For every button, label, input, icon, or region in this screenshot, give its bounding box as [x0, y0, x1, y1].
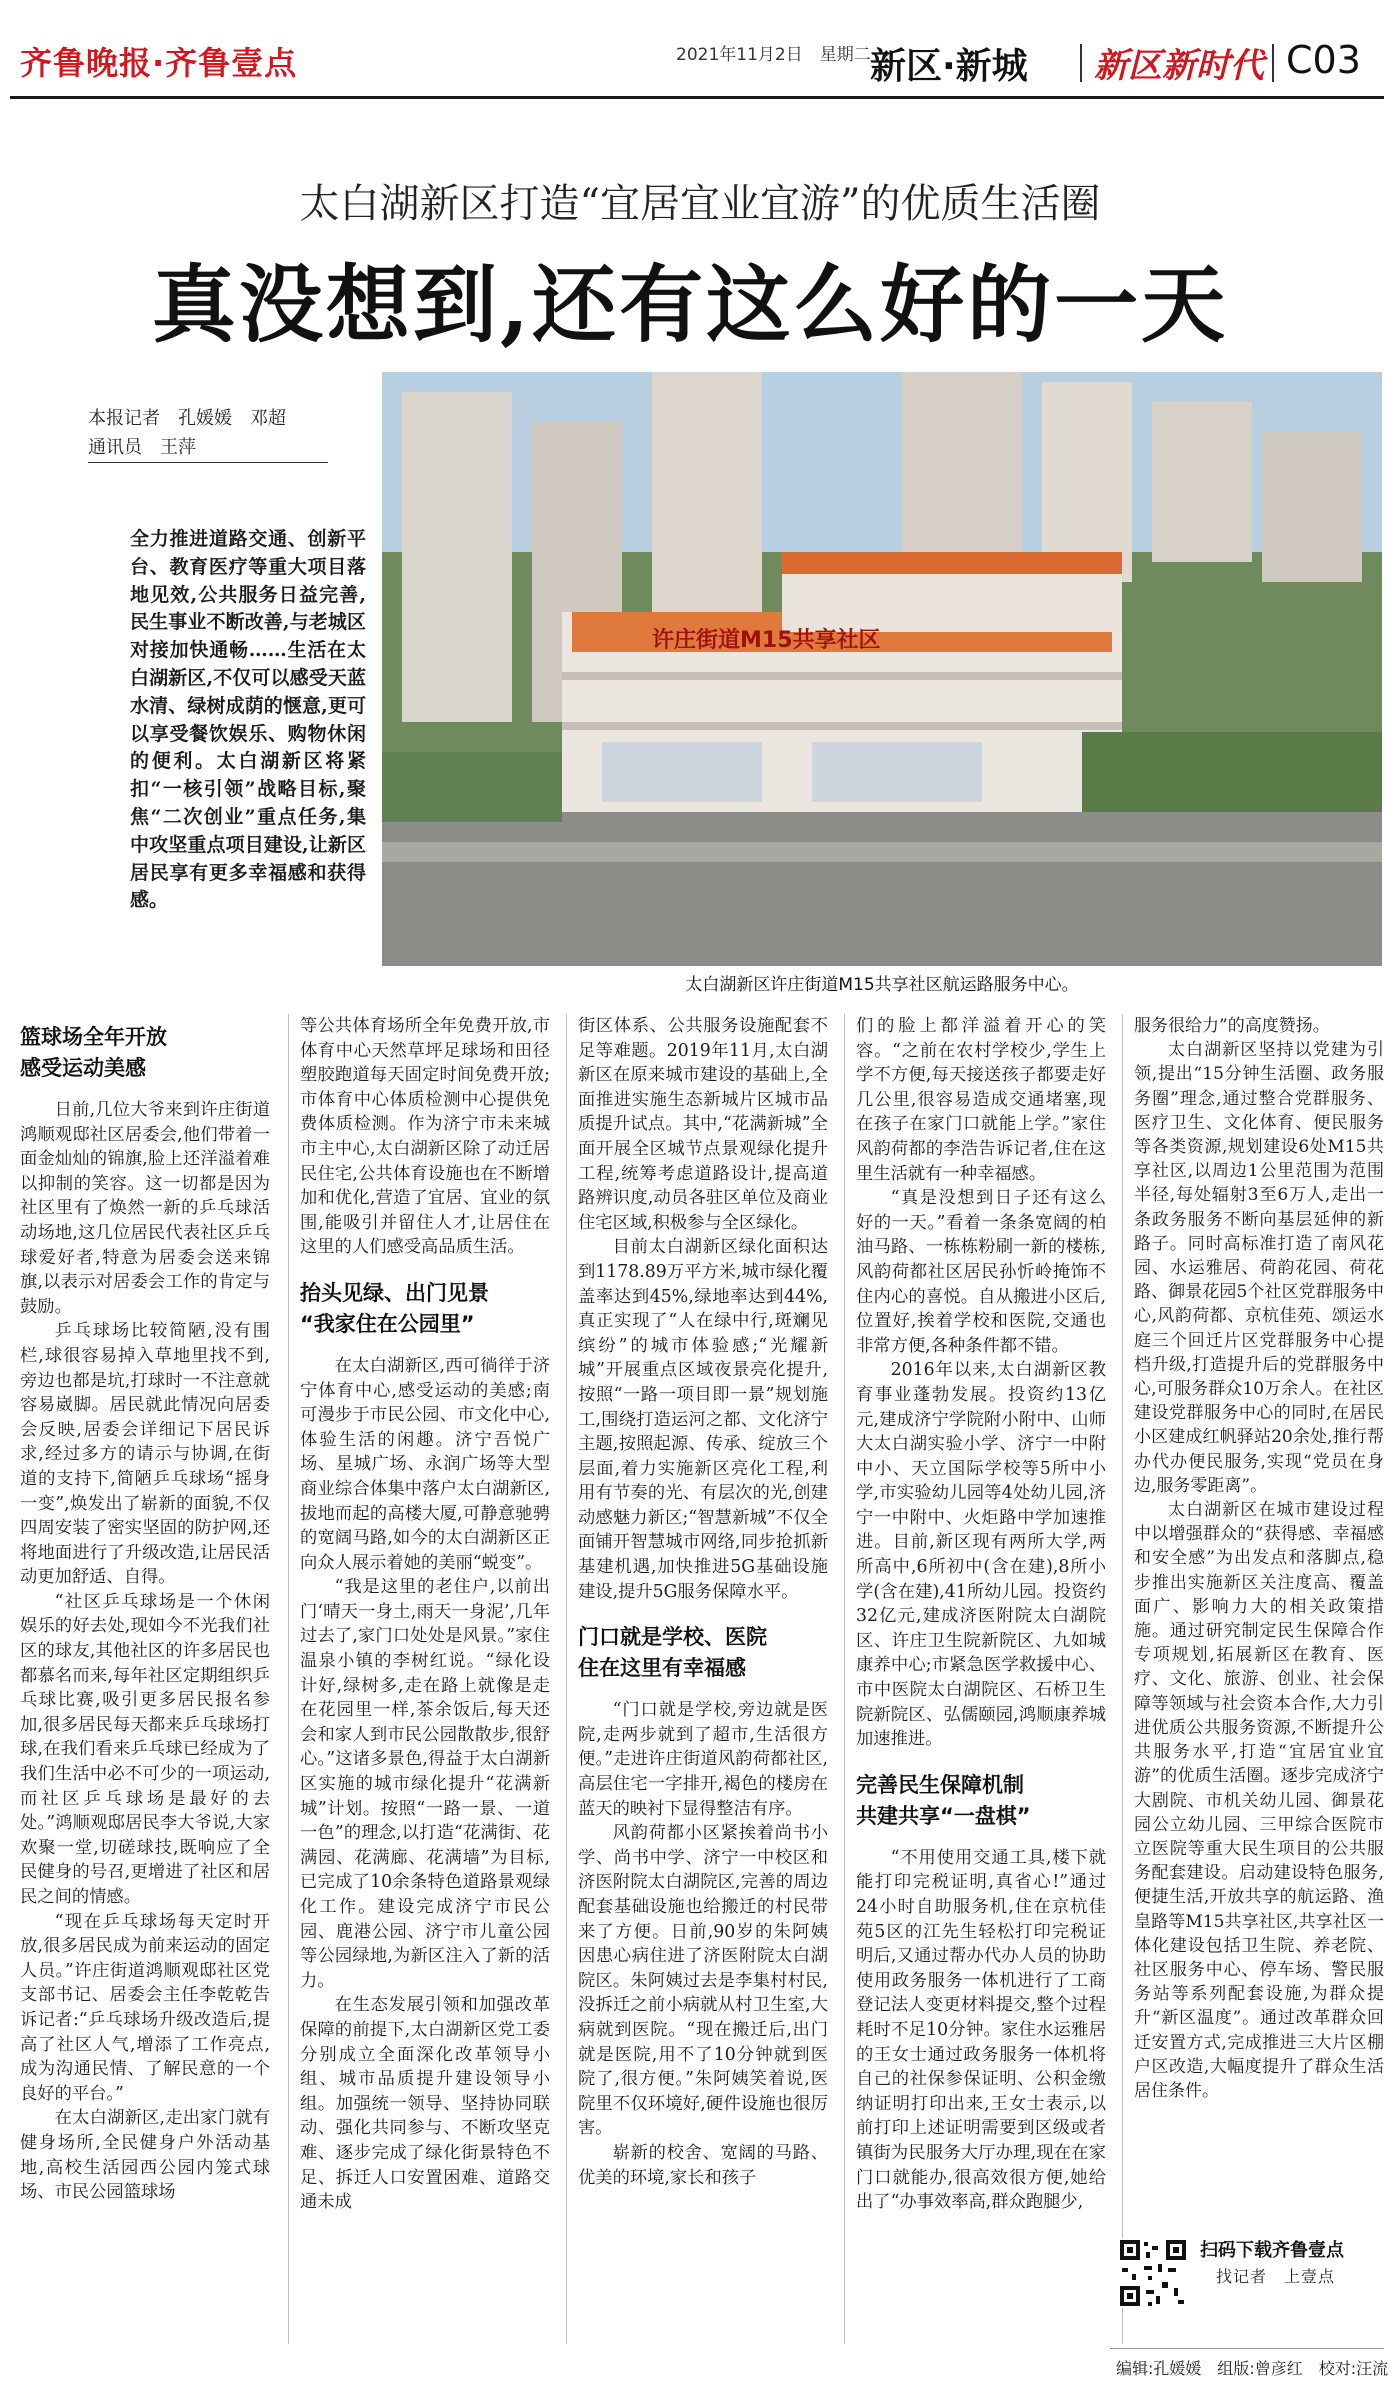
subheading: 抬头见绿、出门见景 “我家住在公园里”	[300, 1280, 489, 1336]
section-slogan: 新区新时代	[1094, 46, 1264, 86]
column-rule	[1122, 1014, 1123, 2344]
paragraph: 目前太白湖新区绿化面积达到1178.89万平方米,城市绿化覆盖率达到45%,绿地率达到44%,真正实现了“人在绿中行,斑斓见缤纷”的城市体验感;“光耀新城”开展重点区域夜景亮化提升,按照“一路一项目即一景”规划施工,围绕打造运河之都、文化济宁主题,按照起源、传承、绽放三个层面,着力实施新区亮化工程,利用有节奏的光、有层次的光,创建动感魅力新区;“智慧新城”不仅全面铺开智慧城市网络,同步抢抓新基建机遇,加快推进5G基础设施建设,提升5G服务保障水平。	[578, 1237, 828, 1602]
paragraph: “真是没想到日子还有这么好的一天。”看着一条条宽阔的柏油马路、一栋栋粉刷一新的楼栋,风韵荷都社区居民孙忻岭掩饰不住内心的喜悦。自从搬进小区后,位置好,挨着学校和医院,交通也非常方便,各种条件都不错。	[856, 1188, 1106, 1356]
paragraph: 太白湖新区在城市建设过程中以增强群众的“获得感、幸福感和安全感”为出发点和落脚点,稳步推出实施新区关注度高、覆盖面广、影响力大的相关政策措施。通过研究制定民生保障合作专项规划,拓展新区在教育、医疗、文化、旅游、创业、社会保障等领域与社会资本合作,大力引进优质公共服务资源,不断提升公共服务水平,打造“宜居宜业宜游”的优质生活圈。逐步完成济宁大剧院、市机关幼儿园、御景花园公立幼儿园、三甲综合医院市立医院等重大民生项目的公共服务配套建设。启动建设特色服务,便捷生活,开放共享的航运路、渔皇路等M15共享社区,共享社区一体化建设包括卫生院、养老院、社区服务中心、停车场、警民服务站等系列配套设施,为群众提升“新区温度”。通过改革群众回迁安置方式,完成推进三大片区棚户区改造,大幅度提升了群众生活居住条件。	[1134, 1500, 1384, 2101]
paragraph: 在太白湖新区,走出家门就有健身场所,全民健身户外活动基地,高校生活园西公园内笼式球场、市民公园篮球场	[20, 2108, 270, 2203]
qr-code-icon[interactable]	[1118, 2238, 1188, 2308]
divider	[1272, 44, 1274, 82]
column-1	[20, 1014, 270, 2205]
masthead	[0, 0, 1394, 96]
photo-caption: 太白湖新区许庄街道M15共享社区航运路服务中心。	[685, 975, 1079, 995]
paragraph: “不用使用交通工具,楼下就能打印完税证明,真省心!”通过24小时自助服务机,住在京杭佳苑5区的江先生轻松打印完税证明后,又通过帮办代办人员的协助使用政务服务一体机进行了工商登记法人变更材料提交,整个过程耗时不足10分钟。家住水运雅居的王女士通过政务服务一体机将自己的社保参保证明、公积金缴纳证明打印出来,王女士表示,以前打印上述证明需要到区级或者镇街为民服务大厅办理,现在在家门口就能办,很高效很方便,她给出了“办事效率高,群众跑腿少,	[856, 1847, 1106, 2213]
paragraph: 在生态发展引领和加强改革保障的前提下,太白湖新区党工委分别成立全面深化改革领导小组、城市品质提升建设领导小组。加强统一领导、坚持协同联动、强化共同参与、不断攻坚克难、逐步完成了绿化街景特色不足、拆迁人口安置困难、道路交通未成	[300, 1995, 550, 2213]
subheading: 篮球场全年开放 感受运动美感	[20, 1025, 167, 1080]
byline	[88, 404, 286, 462]
column-3	[578, 1014, 828, 2190]
building-sign: 许庄街道M15共享社区	[652, 628, 881, 653]
divider	[1080, 44, 1082, 82]
paragraph: “现在乒乓球场每天定时开放,很多居民成为前来运动的固定人员。”许庄街道鸿顺观邸社区党支部书记、居委会主任李乾乾告诉记者:“乒乓球场升级改造后,提高了社区人气,增添了工作亮点,成为沟通民情、了解民意的一个良好的平台。”	[20, 1911, 270, 2104]
column-rule	[288, 1014, 289, 2344]
paragraph: 街区体系、公共服务设施配套不足等难题。2019年11月,太白湖新区在原来城市建设的基础上,全面推进实施生态新城片区城市品质提升试点。其中,“花满新城”全面开展全区城节点景观绿化提升工程,统筹考虑道路设计,提高道路辨识度,动员各驻区单位及商业住宅区域,积极参与全区绿化。	[578, 1016, 828, 1233]
byline-rule	[88, 462, 328, 463]
paragraph: “门口就是学校,旁边就是医院,走两步就到了超市,生活很方便。”走进许庄街道风韵荷都社区,高层住宅一字排开,褐色的楼房在蓝天的映衬下显得整洁有序。	[578, 1700, 828, 1819]
column-rule	[844, 1014, 845, 2344]
paragraph: 在太白湖新区,西可徜徉于济宁体育中心,感受运动的美感;南可漫步于市民公园、市文化中心,体验生活的闲趣。济宁吾悦广场、星城广场、永润广场等大型商业综合体集中落户太白湖新区,拔地而起的高楼大厦,可静意驰骋的宽阔马路,如今的太白湖新区正向众人展示着她的美丽“蜕变”。	[300, 1355, 550, 1573]
paragraph: 崭新的校舍、宽阔的马路、优美的环境,家长和孩子	[578, 2142, 828, 2188]
footer-rule	[1110, 2348, 1384, 2349]
main-photo	[382, 372, 1382, 966]
masthead-rule	[10, 96, 1384, 99]
paragraph: “社区乒乓球场是一个休闲娱乐的好去处,现如今不光我们社区的球友,其他社区的许多居民也都慕名而来,每年社区定期组织乒乓球比赛,吸引更多居民报名参加,很多居民每天都来乒乓球场打球,在我们看来乒乓球已经成为了我们生活中必不可少的一项运动,而社区乒乓球场是最好的去处。”鸿顺观邸居民李大爷说,大家欢聚一堂,切磋球技,既响应了全民健身的号召,更增进了社区和居民之间的情感。	[20, 1591, 270, 1907]
column-2	[300, 1014, 550, 2215]
headline: 真没想到,还有这么好的一天	[151, 255, 1229, 354]
lead-paragraph: 全力推进道路交通、创新平台、教育医疗等重大项目落地见效,公共服务日益完善,民生事业不断改善,与老城区对接加快通畅……生活在太白湖新区,不仅可以感受天蓝水清、绿树成荫的惬意,更可以享受餐饮娱乐、购物休闲的便利。太白湖新区将紧扣“一核引领”战略目标,聚焦“二次创业”重点任务,集中攻坚重点项目建设,让新区居民享有更多幸福感和获得感。	[130, 528, 366, 912]
column-4	[856, 1014, 1106, 2215]
column-rule	[566, 1014, 567, 2344]
paragraph: 风韵荷都小区紧挨着尚书小学、尚书中学、济宁一中校区和济医附院太白湖院区,完善的周边配套基础设施也给搬迁的村民带来了方便。日前,90岁的朱阿姨因患心病住进了济医附院太白湖院区。朱阿姨过去是李集村村民,没拆迁之前小病就从村卫生室,大病就到医院。“现在搬迁后,出门就是医院,用不了10分钟就到医院了,很方便。”朱阿姨笑着说,医院里不仅环境好,硬件设施也很厉害。	[578, 1823, 828, 2139]
section-title: 新区·新城	[870, 46, 1028, 87]
page-number: C03	[1286, 38, 1361, 82]
byline-correspondent: 通讯员 王萍	[88, 437, 196, 458]
paragraph: 们的脸上都洋溢着开心的笑容。“之前在农村学校少,学生上学不方便,每天接送孩子都要走好几公里,很容易造成交通堵塞,现在孩子在家门口就能上学。”家住风韵荷都的李浩告诉记者,住在这里生活就有一种幸福感。	[856, 1016, 1106, 1184]
issue-date: 2021年11月2日 星期二	[676, 45, 871, 65]
subheading: 门口就是学校、医院 住在这里有幸福感	[578, 1625, 767, 1681]
qr-label: 扫码下载齐鲁壹点	[1200, 2240, 1344, 2261]
newspaper-logo: 齐鲁晚报·齐鲁壹点	[20, 44, 298, 82]
paragraph: 日前,几位大爷来到许庄街道鸿顺观邸社区居委会,他们带着一面金灿灿的锦旗,脸上还洋溢着难以抑制的笑容。这一切都是因为社区里有了焕然一新的乒乓球活动场地,这几位居民代表社区乒乓球爱好者,特意为居委会送来锦旗,以表示对居委会工作的肯定与鼓励。	[20, 1100, 270, 1317]
kicker: 太白湖新区打造“宜居宜业宜游”的优质生活圈	[299, 181, 1101, 227]
paragraph: 太白湖新区坚持以党建为引领,提出“15分钟生活圈、政务服务圈”理念,通过整合党群服务、医疗卫生、文化体育、便民服务等各类资源,规划建设6处M15共享社区,以周边1公里范围为范围半径,每处辐射3至6万人,走出一条政务服务不断向基层延伸的新路子。同时高标准打造了南风花园、水运雅居、荷韵花园、荷花路、御景花园5个社区党群服务中心,风韵荷都、京杭佳苑、颂运水庭三个回迁片区党群服务中心提档升级,打造提升后的党群服务中心,可服务群众10万余人。在社区建设党群服务中心的同时,在居民小区建成红帆驿站20余处,推行帮办代办便民服务,实现“党员在身边,服务零距离”。	[1134, 1040, 1384, 1496]
byline-reporters: 本报记者 孔媛媛 邓超	[88, 408, 286, 429]
paragraph: 等公共体育场所全年免费开放,市体育中心天然草坪足球场和田径塑胶跑道每天固定时间免费开放;市体育中心体质检测中心提供免费体质检测。作为济宁市未来城市主中心,太白湖新区除了动迁居民住宅,公共体育设施也在不断增加和优化,营造了宜居、宜业的氛围,能吸引并留住人才,让居住在这里的人们感受高品质生活。	[300, 1016, 550, 1258]
paragraph: 乒乓球场比较简陋,没有围栏,球很容易掉入草地里找不到,旁边也都是坑,打球时一不注意就容易崴脚。居民就此情况向居委会反映,居委会详细记下居民诉求,经过多方的请示与协调,在街道的支持下,简陋乒乓球场“摇身一变”,焕发出了崭新的面貌,不仅四周安装了密实坚固的防护网,还将地面进行了升级改造,让居民活动更加舒适、自得。	[20, 1321, 270, 1588]
paragraph: “我是这里的老住户,以前出门‘晴天一身土,雨天一身泥’,几年过去了,家门口处处是风景。”家住温泉小镇的李树红说。“绿化设计好,绿树多,走在路上就像是走在花园里一样,茶余饭后,每天还会和家人到市民公园散散步,很舒心。”这诸多景色,得益于太白湖新区实施的城市绿化提升“花满新城”计划。按照“一路一景、一道一色”的理念,以打造“花满街、花满园、花满廊、花满墙”为目标,已完成了10余条特色道路景观绿化工作。建设完成济宁市民公园、鹿港公园、济宁市儿童公园等公园绿地,为新区注入了新的活力。	[300, 1577, 550, 1991]
subheading: 完善民生保障机制 共建共享“一盘棋”	[856, 1772, 1031, 1828]
paragraph: 2016年以来,太白湖新区教育事业蓬勃发展。投资约13亿元,建成济宁学院附小附中、山师大太白湖实验小学、济宁一中附中小、天立国际学校等5所中小学,市实验幼儿园等4处幼儿园,济宁一中附中、火炬路中学加速推进。目前,新区现有两所大学,两所高中,6所初中(含在建),8所小学(含在建),41所幼儿园。投资约32亿元,建成济医附院太白湖院区、许庄卫生院新院区、九如城康养中心;市紧急医学救援中心、市中医院太白湖院区、石桥卫生院新院区、弘儒颐园,鸿顺康养城加速推进。	[856, 1360, 1106, 1750]
qr-sublabel: 找记者 上壹点	[1216, 2267, 1336, 2286]
paragraph: 服务很给力”的高度赞扬。	[1134, 1016, 1330, 1036]
editor-credits: 编辑:孔媛媛 组版:曾彦红 校对:汪流	[1116, 2359, 1389, 2378]
column-5	[1134, 1014, 1384, 2103]
